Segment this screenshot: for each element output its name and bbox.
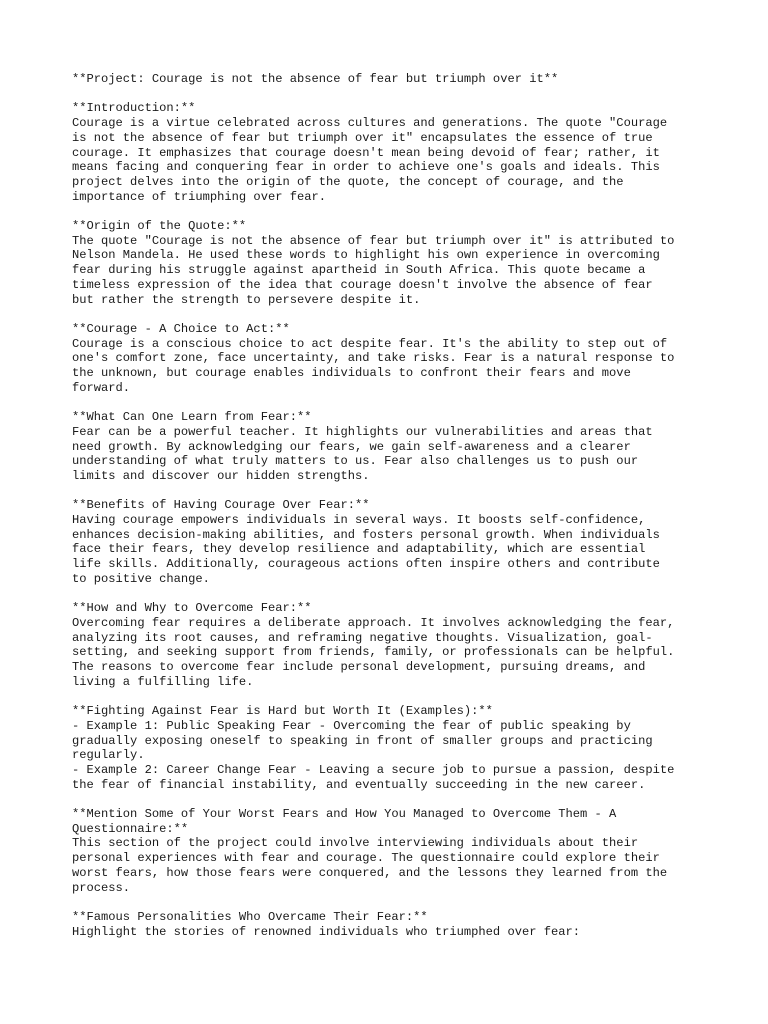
paragraph-line: Having courage empowers individuals in several ways. It boosts self-confidence,	[72, 513, 646, 528]
section-heading: **Fighting Against Fear is Hard but Worth It (Examples):**	[72, 704, 493, 719]
document-page	[72, 72, 712, 954]
section-benefits	[72, 498, 712, 586]
paragraph-line: Courage is a conscious choice to act despite fear. It's the ability to step out of	[72, 336, 668, 351]
paragraph-line: Fear can be a powerful teacher. It highlights our vulnerabilities and areas that	[72, 424, 653, 439]
paragraph-line: The reasons to overcome fear include personal development, pursuing dreams, and	[72, 660, 646, 675]
section-learn-from-fear	[72, 410, 712, 484]
paragraph-line: understanding of what truly matters to us. Fear also challenges us to push our	[72, 454, 639, 469]
section-origin	[72, 219, 712, 307]
section-heading: **Introduction:**	[72, 101, 196, 116]
paragraph-line: worst fears, how those fears were conquered, and the lessons they learned from the	[72, 865, 668, 880]
paragraph-line: process.	[72, 880, 131, 895]
paragraph-line: forward.	[72, 380, 131, 395]
list-item-line: regularly.	[72, 748, 145, 763]
paragraph-line: timeless expression of the idea that courage doesn't involve the absence of fear	[72, 277, 653, 292]
paragraph-line: Courage is a virtue celebrated across cultures and generations. The quote "Courage	[72, 116, 668, 131]
paragraph-line: Nelson Mandela. He used these words to highlight his own experience in overcoming	[72, 248, 660, 263]
section-famous-personalities	[72, 910, 712, 939]
section-examples	[72, 704, 712, 792]
paragraph-line: fear during his struggle against apartheid in South Africa. This quote became a	[72, 263, 646, 278]
paragraph-line: The quote "Courage is not the absence of fear but triumph over it" is attributed to	[72, 233, 675, 248]
paragraph-line: setting, and seeking support from friends, family, or professionals can be helpful.	[72, 645, 675, 660]
document-title: **Project: Courage is not the absence of fear but triumph over it**	[72, 72, 559, 86]
paragraph-line: This section of the project could involve interviewing individuals about their	[72, 836, 639, 851]
list-item-line: the fear of financial instability, and eventually succeeding in the new career.	[72, 777, 646, 792]
paragraph-line: limits and discover our hidden strengths.	[72, 468, 370, 483]
section-heading: **What Can One Learn from Fear:**	[72, 410, 312, 425]
paragraph-line: living a fulfilling life.	[72, 674, 254, 689]
list-item-line: - Example 1: Public Speaking Fear - Overcoming the fear of public speaking by	[72, 718, 631, 733]
paragraph-line: face their fears, they develop resilience and adaptability, which are essential	[72, 542, 646, 557]
section-heading: **Benefits of Having Courage Over Fear:**	[72, 498, 370, 513]
section-questionnaire	[72, 807, 712, 895]
list-item-line: gradually exposing oneself to speaking in front of smaller groups and practicing	[72, 733, 653, 748]
section-heading: **Famous Personalities Who Overcame Their Fear:**	[72, 909, 428, 924]
paragraph-line: to positive change.	[72, 571, 210, 586]
section-introduction	[72, 101, 712, 204]
paragraph-line: need growth. By acknowledging our fears, we gain self-awareness and a clearer	[72, 439, 631, 454]
paragraph-line: analyzing its root causes, and reframing negative thoughts. Visualization, goal-	[72, 630, 653, 645]
section-choice-to-act	[72, 322, 712, 396]
paragraph-line: but rather the strength to persevere despite it.	[72, 292, 421, 307]
section-heading: **Mention Some of Your Worst Fears and How You Managed to Overcome Them - A	[72, 807, 617, 822]
paragraph-line: courage. It emphasizes that courage doesn't mean being devoid of fear; rather, it	[72, 145, 660, 160]
paragraph-line: personal experiences with fear and courage. The questionnaire could explore their	[72, 851, 660, 866]
paragraph-line: project delves into the origin of the quote, the concept of courage, and the	[72, 174, 624, 189]
paragraph-line: means facing and conquering fear in order to achieve one's goals and ideals. This	[72, 160, 660, 175]
section-heading: Questionnaire:**	[72, 821, 189, 836]
section-heading: **Courage - A Choice to Act:**	[72, 321, 290, 336]
paragraph-line: enhances decision-making abilities, and fosters personal growth. When individuals	[72, 527, 660, 542]
paragraph-line: the unknown, but courage enables individuals to confront their fears and move	[72, 366, 631, 381]
section-heading: **Origin of the Quote:**	[72, 219, 247, 233]
paragraph-line: importance of triumphing over fear.	[72, 189, 327, 204]
paragraph-line: life skills. Additionally, courageous actions often inspire others and contribute	[72, 557, 660, 572]
paragraph-line: one's comfort zone, face uncertainty, and take risks. Fear is a natural response to	[72, 351, 675, 366]
list-item-line: - Example 2: Career Change Fear - Leaving a secure job to pursue a passion, despite	[72, 762, 675, 777]
section-heading: **How and Why to Overcome Fear:**	[72, 601, 312, 616]
section-overcome-fear	[72, 601, 712, 689]
paragraph-line: is not the absence of fear but triumph over it" encapsulates the essence of true	[72, 130, 653, 145]
paragraph-line: Highlight the stories of renowned individuals who triumphed over fear:	[72, 924, 581, 939]
paragraph-line: Overcoming fear requires a deliberate approach. It involves acknowledging the fear,	[72, 615, 675, 630]
